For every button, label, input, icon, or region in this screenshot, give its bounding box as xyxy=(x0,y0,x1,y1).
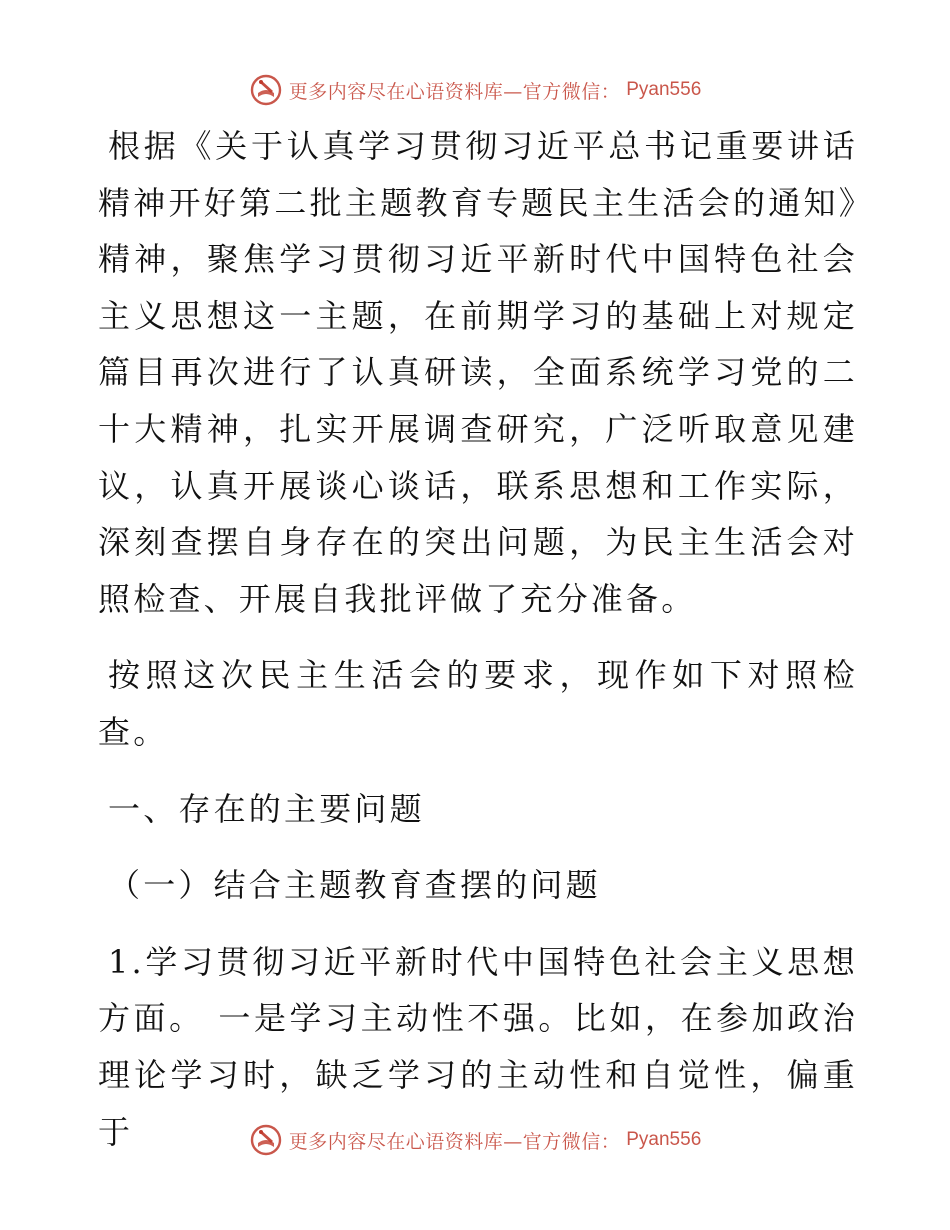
subsection-heading-theme-education: （一）结合主题教育查摆的问题 xyxy=(108,866,601,905)
body-paragraph-intro: 根据《关于认真学习贯彻习近平总书记重要讲话精神开好第二批主题教育专题民主生活会的通知》精神，聚焦学习贯彻习近平新时代中国特色社会主义思想这一主题，在前期学习的基础上对规定篇目再次进行了认真研读，全面系统学习党的二十大精神，扎实开展调查研究，广泛听取意见建议，认真开展谈心谈话，联系思想和工作实际，深刻查摆自身存在的突出问题，为民主生活会对照检查、开展自我批评做了充分准备。 xyxy=(98,127,858,618)
footer-banner-contact: Pyan556 xyxy=(626,1129,702,1150)
body-paragraph-requirement: 按照这次民主生活会的要求，现作如下对照检查。 xyxy=(98,656,858,751)
body-paragraph-item-1: 1.学习贯彻习近平新时代中国特色社会主义思想方面。 一是学习主动性不强。比如，在参加政治理论学习时，缺乏学习的主动性和自觉性，偏重于 xyxy=(98,942,858,1151)
section-heading-main-problems: 一、存在的主要问题 xyxy=(108,789,425,828)
header-watermark-banner xyxy=(0,70,950,110)
header-banner-contact: Pyan556 xyxy=(626,79,702,100)
document-body xyxy=(98,118,858,1160)
book-quill-logo-icon xyxy=(249,1123,283,1157)
header-banner-text: 更多内容尽在心语资料库—官方微信： xyxy=(288,80,621,103)
book-quill-logo-icon xyxy=(249,73,283,107)
footer-watermark-banner xyxy=(0,1120,950,1160)
footer-banner-text: 更多内容尽在心语资料库—官方微信： xyxy=(288,1130,621,1153)
